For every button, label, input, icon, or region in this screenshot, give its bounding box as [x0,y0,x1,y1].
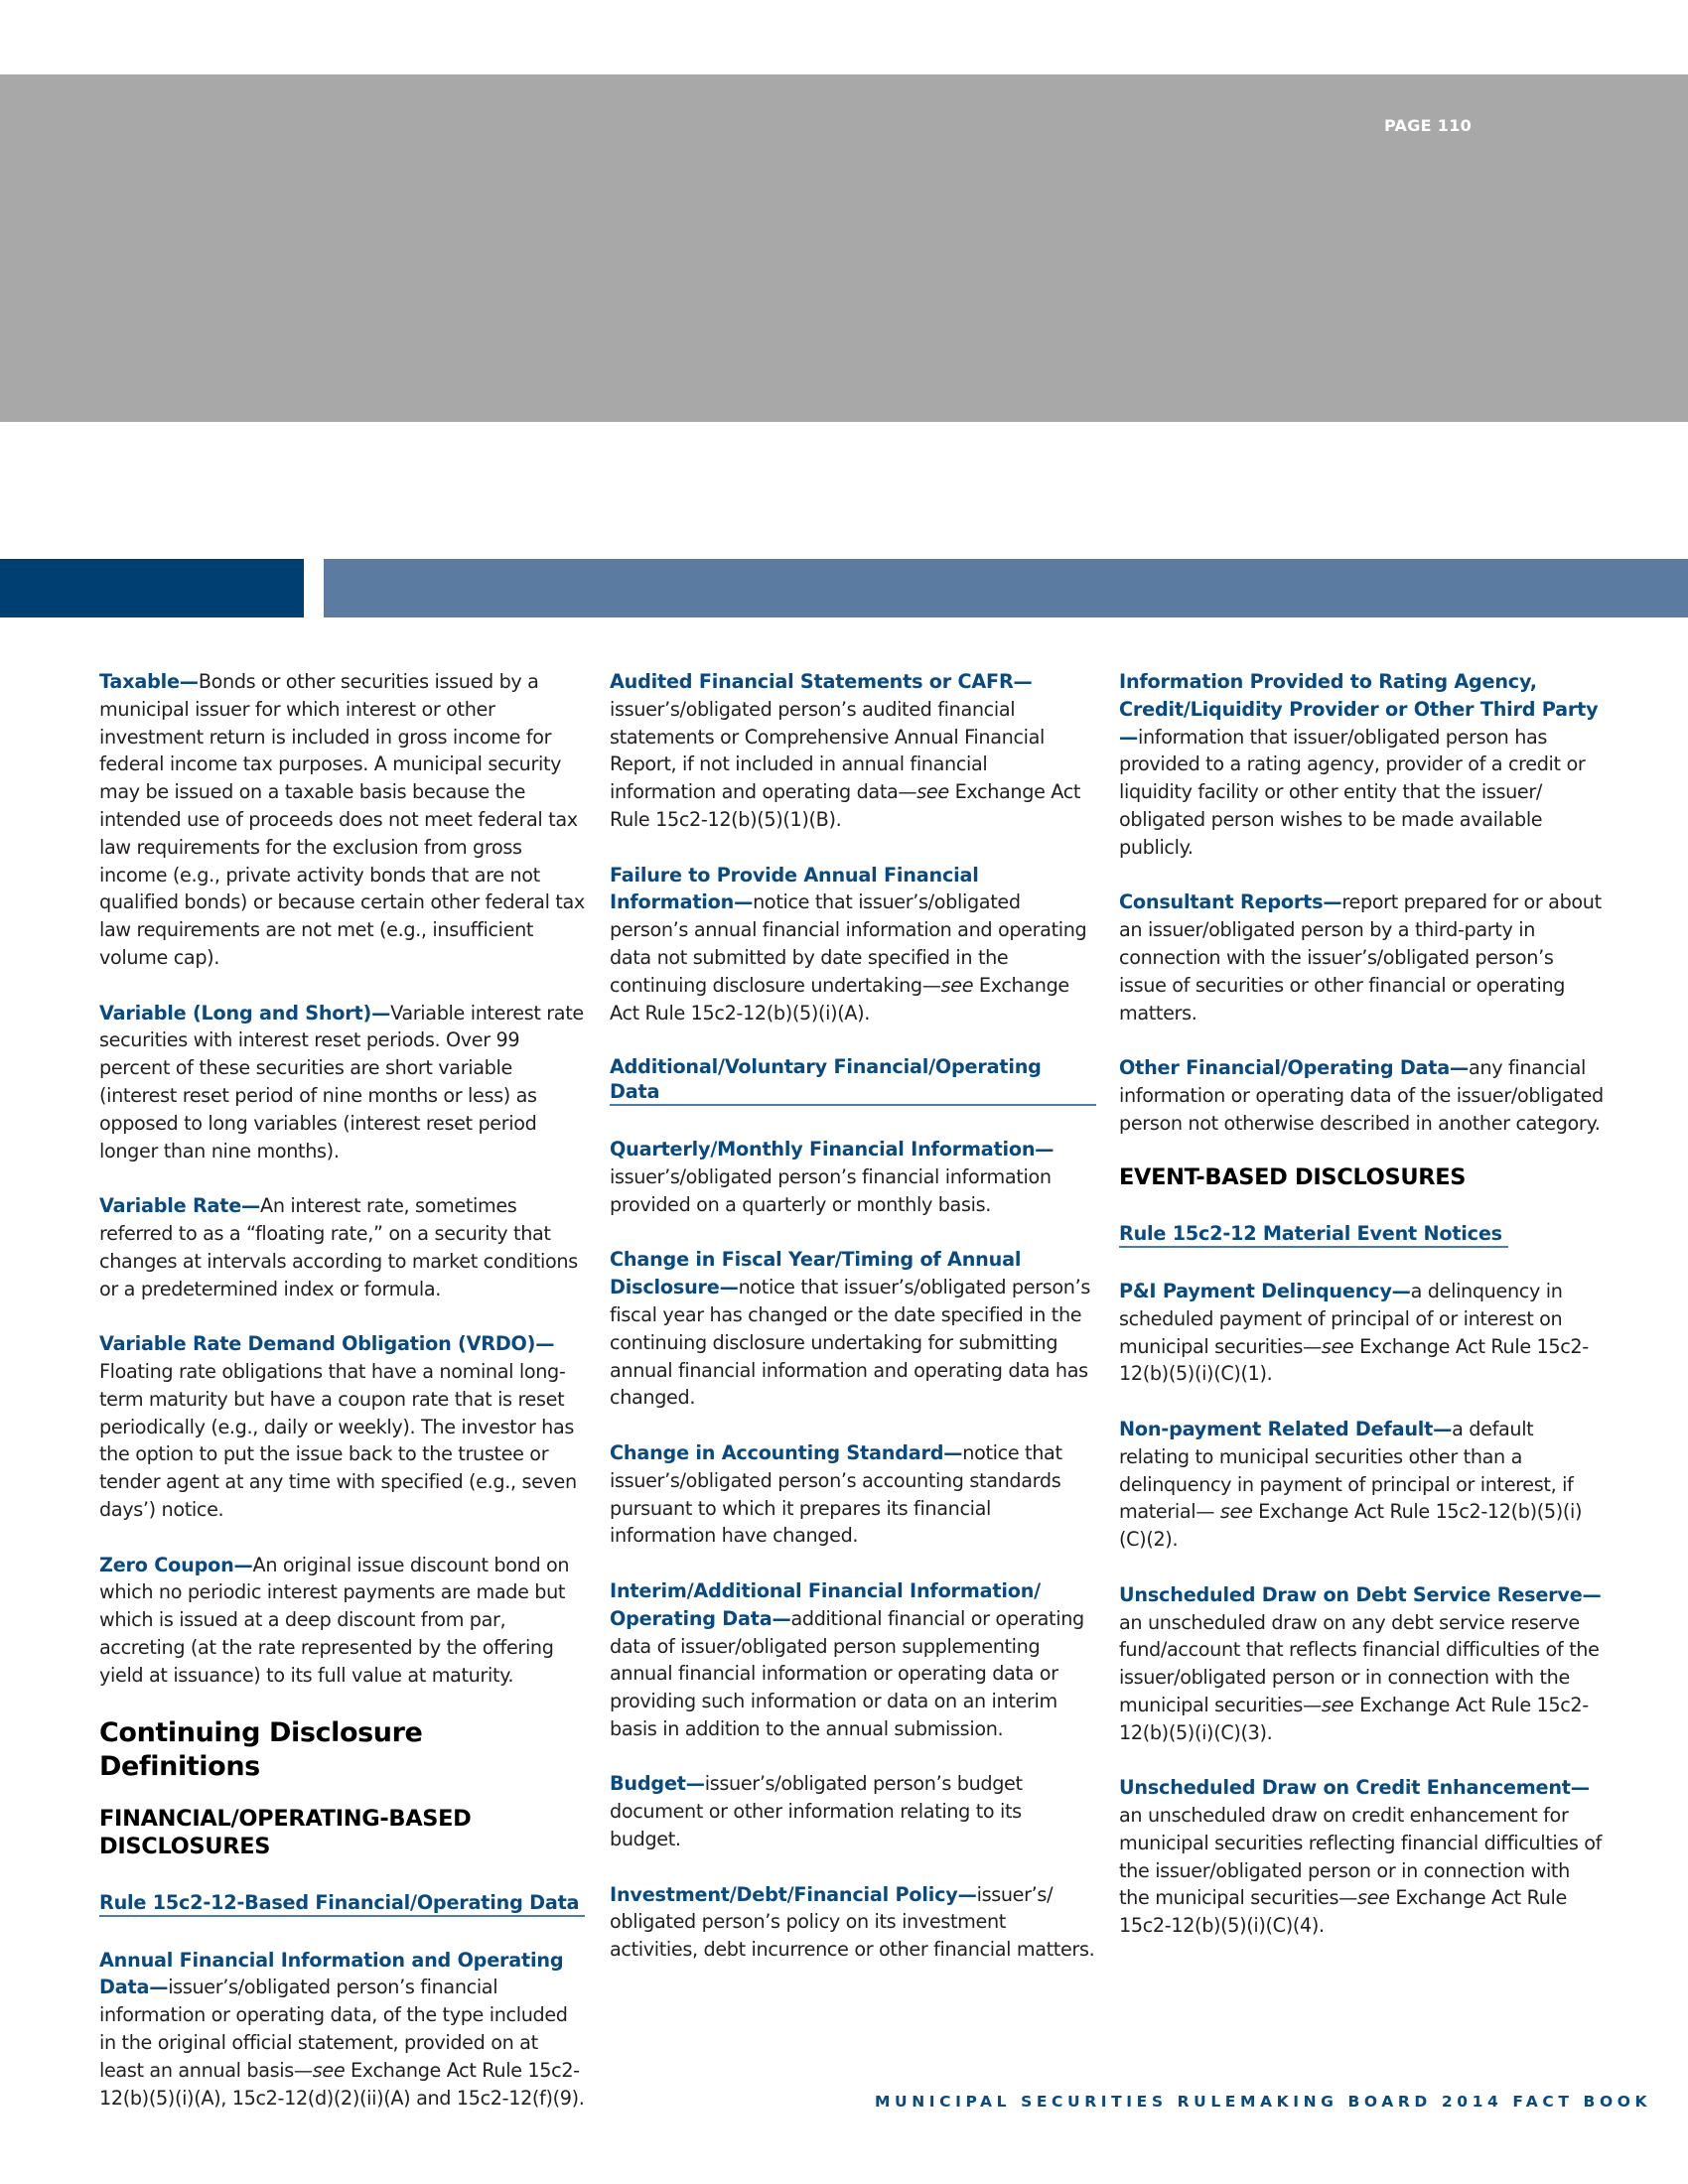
definition-failure [610,862,1096,1027]
term: Audited Financial Statements or CAFR— [610,670,1033,693]
definition-fiscal-year [610,1246,1096,1412]
definition-text: report prepared for or about an issuer/obligated person by a third-party in connection with the issuer’s/obligated person’s issue of securities or other financial or operating matters. [1119,890,1602,1024]
definition-other-financial [1119,1054,1606,1137]
see-italic: see [1219,1500,1253,1524]
section-title: Continuing Disclosure Definitions [99,1717,423,1783]
definition-text: information that issuer/obligated person has provided to a rating agency, provider of a credit or liquidity facility or other entity that the issuer/ obligated person wishes to be made available publicly. [1119,725,1586,859]
term: Unscheduled Draw on Credit Enhancement— [1119,1776,1590,1800]
definition-draw-credit [1119,1774,1606,1940]
definition-text: any financial information or operating data of the issuer/obligated person not otherwise described in another category. [1119,1056,1604,1135]
definition-accounting [610,1439,1096,1550]
term: Investment/Debt/Financial Policy— [610,1882,977,1906]
definition-rating-agency [1119,668,1606,862]
column-1 [99,668,586,2139]
term: Quarterly/Monthly Financial Information— [610,1138,1055,1161]
definition-interim [610,1577,1096,1743]
see-italic: see [940,973,974,997]
term: Other Financial/Operating Data— [1119,1056,1470,1080]
citation-text: Exchange Act Rule 15c2-12(b)(5)(i)(C)(2). [1119,1500,1583,1552]
term: Unscheduled Draw on Debt Service Reserve— [1119,1582,1602,1606]
definition-text: issuer’s/ obligated person’s policy on its investment activities, debt incurrence or other financial matters. [610,1882,1095,1962]
definition-text: issuer’s/obligated person’s financial information provided on a quarterly or monthly basis. [610,1164,1052,1216]
term: Information Provided to Rating Agency, Credit/Liquidity Provider or Other Third Party— [1119,670,1599,749]
see-italic: see [916,780,949,804]
underlined-heading: Rule 15c2-12 Material Event Notices [1119,1221,1508,1248]
definition-text: a default relating to municipal securities other than a delinquency in payment of principal or interest, if material— [1119,1417,1574,1524]
definition-taxable [99,668,586,972]
definition-zero-coupon [99,1552,586,1690]
column-2 [610,668,1096,1991]
citation-text: Exchange Act Rule 15c2-12(b)(5)(i)(A). [610,973,1069,1024]
term: Annual Financial Information and Operating Data— [99,1948,564,1999]
term: Change in Accounting Standard— [610,1440,963,1464]
subsection-title: FINANCIAL/OPERATING-BASED DISCLOSURES [99,1806,472,1860]
citation-text: Exchange Act Rule 15c2-12(b)(5)(i)(C)(1). [1119,1334,1589,1386]
subsection-title: EVENT-BASED DISCLOSURES [1119,1164,1467,1191]
definition-variable-long-short [99,1000,586,1165]
definition-text: issuer’s/obligated person’s budget document or other information relating to its budget. [610,1772,1023,1851]
definition-text: notice that issuer’s/obligated person’s fiscal year has changed or the date specified in the continuing disclosure undertaking for submitting annual financial information and operating data has changed. [610,1276,1090,1410]
term: Budget— [610,1772,705,1796]
underlined-heading: Rule 15c2-12-Based Financial/Operating Data [99,1890,585,1917]
definition-text: issuer’s/obligated person’s audited financial statements or Comprehensive Annual Financial Report, if not included in annual financial information and operating data— [610,697,1046,804]
term: Variable Rate— [99,1194,261,1218]
definition-text: notice that issuer’s/obligated person’s annual financial information and operating data not submitted by date specified in the continuing disclosure undertaking— [610,890,1087,997]
term: Consultant Reports— [1119,890,1342,914]
definition-text: issuer’s/obligated person’s financial information or operating data, of the type included in the original official statement, provided on at least an annual basis— [99,1976,568,2082]
term: Interim/Additional Financial Information/ Operating Data— [610,1578,1041,1630]
definition-text: An original issue discount bond on which no periodic interest payments are made but which is issued at a deep discount from par, accreting (at the rate represented by the offering yield at issuance) to its full value at maturity. [99,1553,570,1687]
definition-annual-financial [99,1947,586,2113]
definition-nonpayment-default [1119,1416,1606,1554]
term: P&I Payment Delinquency— [1119,1279,1411,1302]
definition-text: Variable interest rate securities with interest reset periods. Over 99 percent of these securities are short variable (interest reset period of nine months or less) as opposed to long variables (interest reset period longer than nine months). [99,1001,584,1162]
definition-text: an unscheduled draw on credit enhancement for municipal securities reflecting financial difficulties of the issuer/obligated person or in connection with the municipal securities— [1119,1804,1603,1910]
definition-quarterly [610,1136,1096,1218]
definition-text: a delinquency in scheduled payment of principal of or interest on municipal securities— [1119,1279,1563,1358]
see-italic: see [1321,1334,1354,1358]
see-italic: see [312,2058,346,2082]
see-italic: see [1321,1693,1354,1716]
column-3 [1119,668,1606,1968]
footer-publication-title: MUNICIPAL SECURITIES RULEMAKING BOARD 2014 FACT BOOK [875,2093,1652,2111]
definition-vrdo [99,1330,586,1524]
definition-draw-debt-service [1119,1581,1606,1747]
page-number: PAGE 110 [1384,116,1473,135]
definition-text: an unscheduled draw on any debt service reserve fund/account that reflects financial difficulties of the issuer/obligated person or in connection with the municipal securities— [1119,1610,1600,1716]
accent-bar-dark [0,559,304,617]
definition-text: Bonds or other securities issued by a municipal issuer for which interest or other investment return is included in gross income for federal income tax purposes. A municipal security may be issued on a taxable basis because the intended use of proceeds does not meet federal tax law requirements for the exclusion from gross income (e.g., private activity bonds that are not qualified bonds) or because certain other federal tax law requirements are not met (e.g., insufficient volume cap). [99,670,585,969]
citation-text: Exchange Act Rule 15c2-12(b)(5)(i)(C)(3). [1119,1693,1589,1744]
definition-audited [610,668,1096,834]
citation-text: Exchange Act Rule 15c2-12(b)(5)(1)(B). [610,780,1081,831]
citation-text: Exchange Act Rule 15c2-12(b)(5)(i)(A), 15c2-12(d)(2)(ii)(A) and 15c2-12(f)(9). [99,2058,585,2110]
see-italic: see [1357,1886,1390,1910]
term: Taxable— [99,670,199,693]
definition-text: An interest rate, sometimes referred to as a “floating rate,” on a security that changes at intervals according to market conditions or a predetermined index or formula. [99,1194,578,1300]
definition-consultant [1119,888,1606,1026]
term: Non-payment Related Default— [1119,1417,1453,1440]
citation-text: Exchange Act Rule 15c2-12(b)(5)(i)(C)(4). [1119,1886,1567,1938]
term: Variable Rate Demand Obligation (VRDO)— [99,1332,555,1356]
definition-pi-delinquency [1119,1278,1606,1388]
term: Failure to Provide Annual Financial Information— [610,863,979,914]
definition-text: Floating rate obligations that have a nominal long-term maturity but have a coupon rate that is reset periodically (e.g., daily or weekly). The investor has the option to put the issue back to the trustee or tender agent at any time with specified (e.g., seven days’) notice. [99,1359,577,1521]
underlined-heading: Additional/Voluntary Financial/Operating Data [610,1054,1096,1106]
term: Variable (Long and Short)— [99,1001,391,1024]
definition-investment [610,1881,1096,1964]
term: Change in Fiscal Year/Timing of Annual Disclosure— [610,1248,1022,1299]
definition-variable-rate [99,1192,586,1302]
accent-bar-light [324,559,1688,617]
definition-text: notice that issuer’s/obligated person’s accounting standards pursuant to which it prepares its financial information have changed. [610,1440,1062,1548]
term: Zero Coupon— [99,1553,253,1576]
definition-budget [610,1770,1096,1852]
definition-text: additional financial or operating data of issuer/obligated person supplementing annual financial information or operating data or providing such information or data on an interim basis in addition to the annual submission. [610,1606,1084,1740]
